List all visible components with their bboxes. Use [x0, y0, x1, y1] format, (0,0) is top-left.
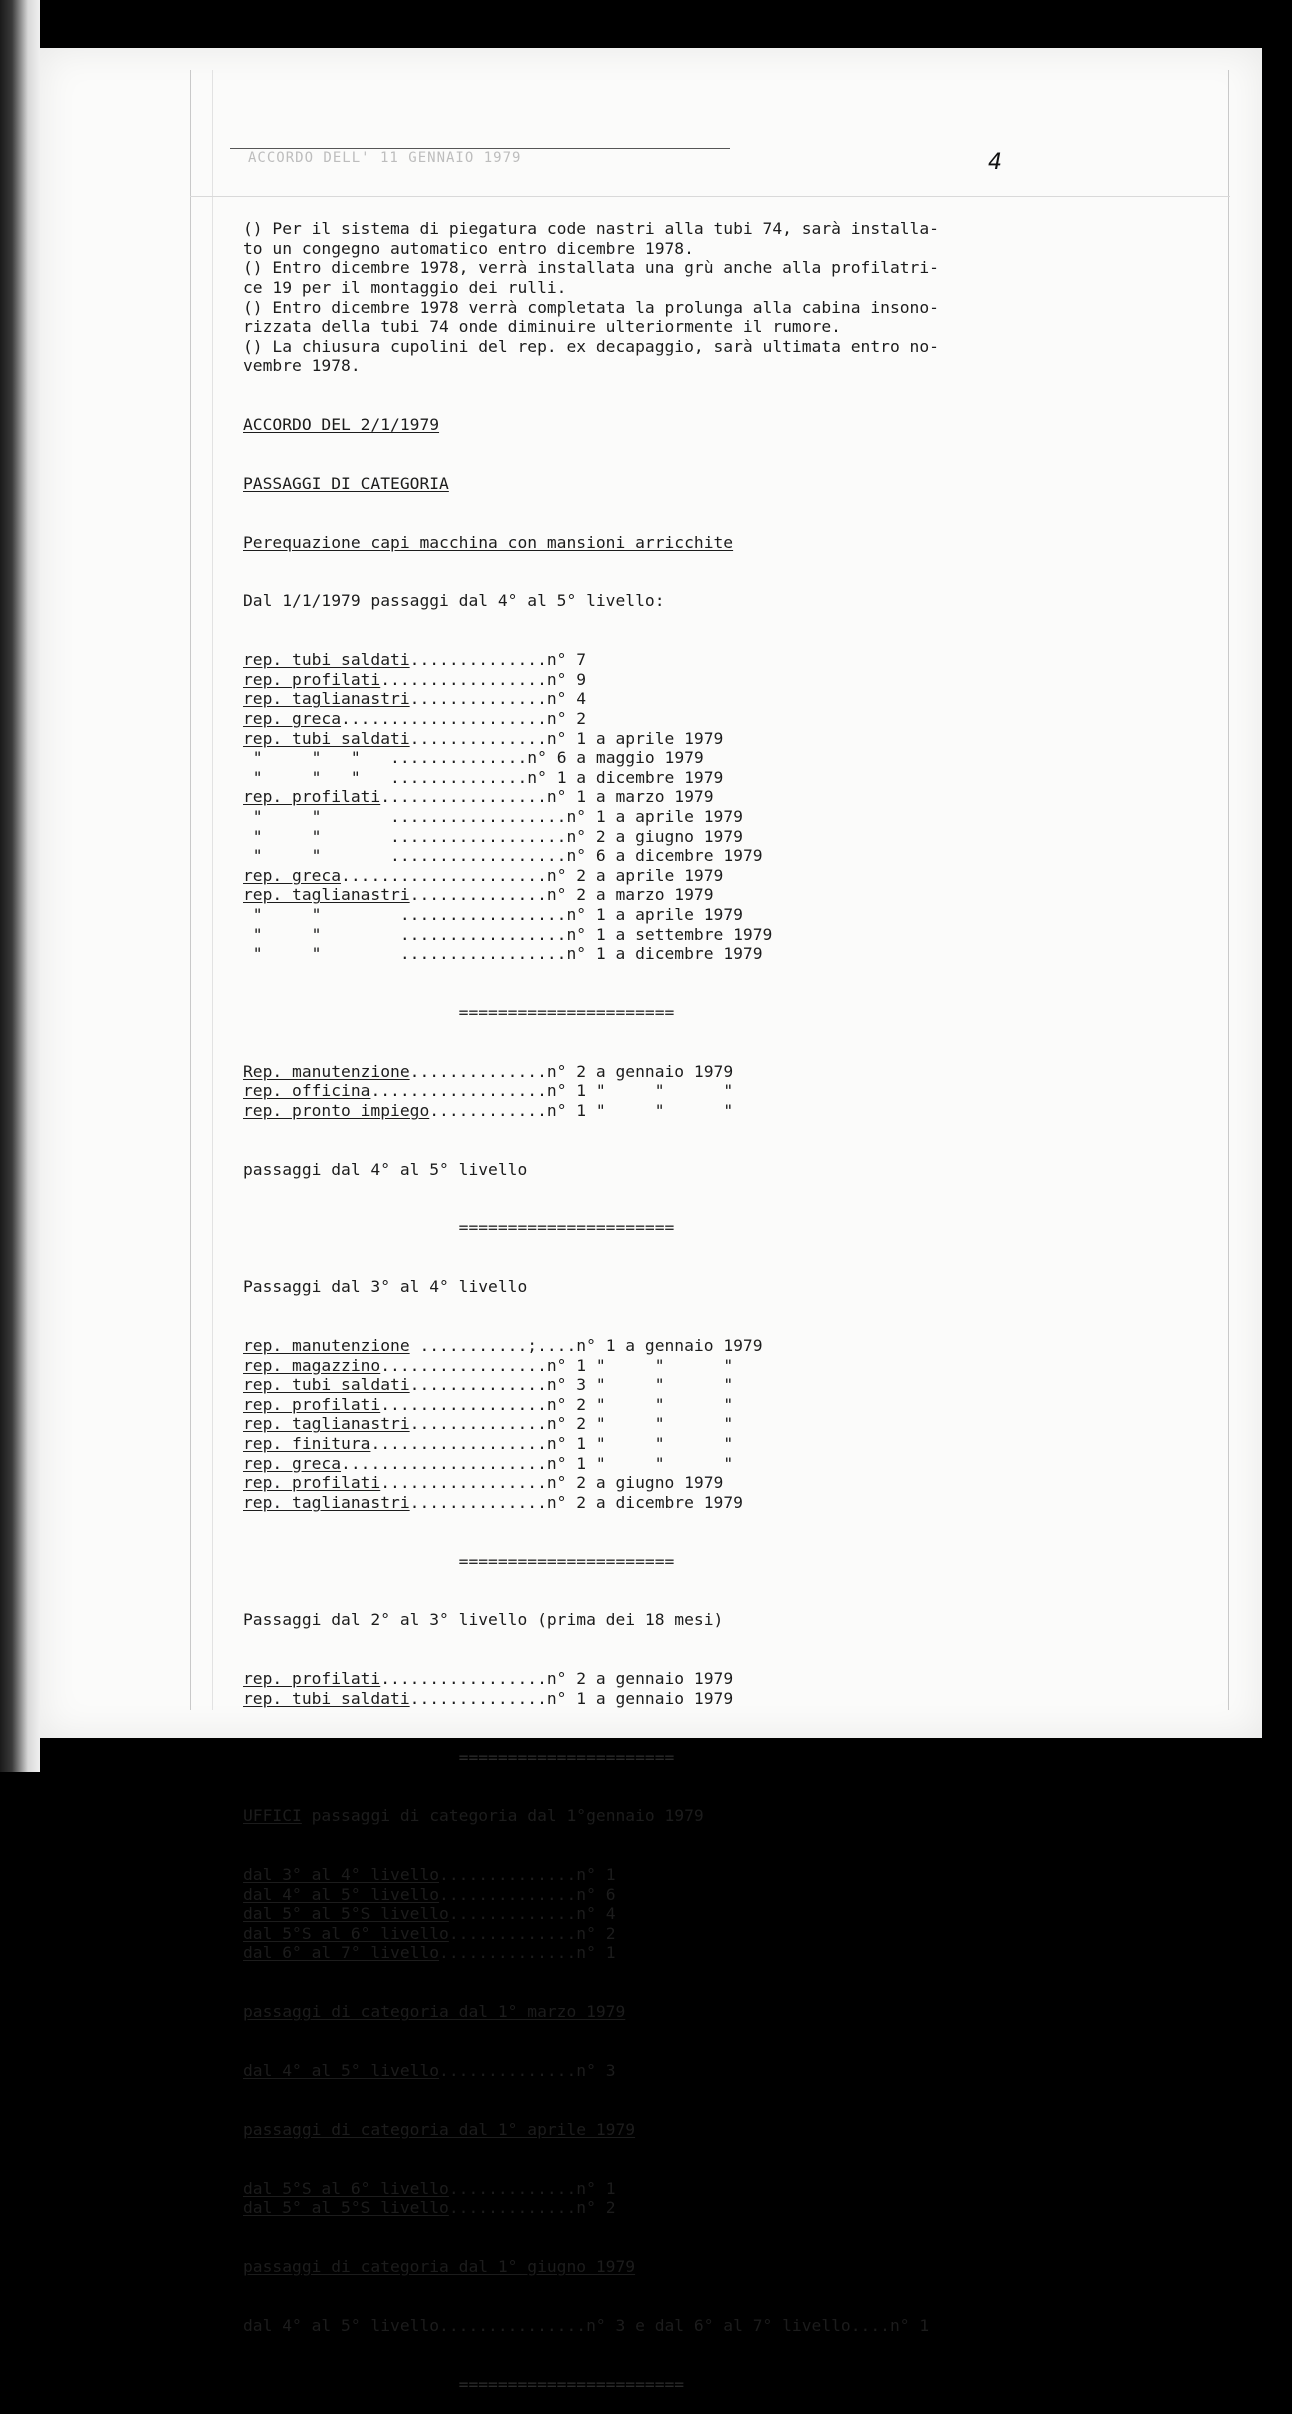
row-label: rep. profilati — [243, 787, 381, 807]
row-label: " " — [243, 807, 391, 826]
row-value: n° 1 " " " — [546, 1453, 734, 1473]
intro-line: to un congegno automatico entro dicembre 1978. — [243, 238, 694, 258]
top-rule — [230, 148, 730, 149]
list-row — [243, 925, 1003, 945]
row-value: n° 6 a dicembre 1979 — [566, 846, 763, 866]
list-row — [243, 2061, 1003, 2081]
row-label: rep. greca — [243, 865, 342, 885]
row-value: n° 2 — [576, 1923, 616, 1943]
row-dots: .................. — [370, 1081, 547, 1101]
list-row — [243, 1395, 1003, 1415]
row-label: rep. profilati — [243, 1394, 381, 1414]
row-label: rep. profilati — [243, 669, 381, 689]
row-value: n° 2 a giugno 1979 — [566, 826, 743, 846]
row-label: rep. taglianastri — [243, 1414, 410, 1434]
list-uffici-gennaio — [243, 1865, 1003, 1963]
intro-line: () Per il sistema di piegatura code nastri alla tubi 74, sarà installa- — [243, 219, 939, 239]
row-value: n° 1 a dicembre 1979 — [566, 944, 763, 964]
row-label: dal 5° al 5°S livello — [243, 2198, 449, 2218]
list-2-3-livello — [243, 1669, 1003, 1708]
row-label: rep. profilati — [243, 1669, 381, 1689]
row-dots: ............ — [429, 1100, 547, 1120]
row-dots: .............. — [439, 1884, 577, 1904]
row-value: n° 2 a giugno 1979 — [546, 1473, 724, 1493]
row-value: n° 2 a marzo 1979 — [546, 885, 714, 905]
separator: ======================= — [243, 2374, 685, 2394]
row-value: n° 1 a dicembre 1979 — [527, 767, 724, 787]
row-value: n° 6 a maggio 1979 — [527, 748, 704, 768]
row-dots: .............. — [390, 767, 528, 787]
row-dots: .............. — [409, 689, 547, 709]
row-label: rep. tubi saldati — [243, 1688, 410, 1708]
list-row — [243, 1669, 1003, 1689]
row-label: " " — [243, 826, 391, 846]
separator: ====================== — [243, 1002, 675, 1022]
list-row — [243, 1356, 1003, 1376]
row-value: n° 3 " " " — [546, 1375, 734, 1395]
row-value: n° 1 a settembre 1979 — [566, 924, 773, 944]
intro-line: ce 19 per il montaggio dei rulli. — [243, 277, 567, 297]
row-dots: ................. — [380, 669, 547, 689]
row-label: rep. taglianastri — [243, 885, 410, 905]
row-value: n° 2 " " " — [546, 1394, 734, 1414]
row-label: rep. officina — [243, 1081, 371, 1101]
row-label: rep. taglianastri — [243, 1492, 410, 1512]
row-value: n° 4 — [576, 1904, 616, 1924]
row-label: " " — [243, 924, 400, 944]
list-row — [243, 748, 1003, 768]
row-label: rep. tubi saldati — [243, 728, 410, 748]
intro-line: vembre 1978. — [243, 356, 361, 376]
list-row — [243, 709, 1003, 729]
row-dots: .............. — [439, 1943, 577, 1963]
list-row — [243, 768, 1003, 788]
row-label: rep. greca — [243, 709, 342, 729]
row-value: n° 7 — [546, 650, 587, 670]
manutenzione-footer: passaggi dal 4° al 5° livello — [243, 1159, 528, 1179]
row-value: n° 2 a dicembre 1979 — [546, 1492, 743, 1512]
row-value: n° 3 — [576, 2061, 616, 2080]
row-label: dal 4° al 5° livello — [243, 1884, 440, 1904]
heading-uffici — [243, 1806, 1003, 1826]
row-dots: ............. — [448, 1923, 577, 1943]
row-dots: ............. — [448, 1904, 577, 1924]
row-label: " " " — [243, 748, 391, 768]
row-label: rep. manutenzione — [243, 1336, 410, 1356]
row-value: n° 2 a aprile 1979 — [546, 865, 724, 885]
row-label: dal 5° al 5°S livello — [243, 1904, 449, 1924]
list-row — [243, 1336, 1003, 1356]
row-value: n° 6 — [576, 1884, 616, 1904]
row-value: n° 1 a gennaio 1979 — [576, 1336, 763, 1356]
row-label: " " — [243, 904, 400, 924]
row-dots: ..................... — [341, 709, 547, 729]
heading-accordo: ACCORDO DEL 2/1/1979 — [243, 415, 440, 435]
row-dots: ................. — [380, 1473, 547, 1493]
row-label: rep. pronto impiego — [243, 1100, 430, 1120]
row-dots: ................. — [380, 1394, 547, 1414]
heading-dal-1-1-1979: Dal 1/1/1979 passaggi dal 4° al 5° livello: — [243, 591, 665, 611]
row-dots: .................. — [390, 807, 567, 826]
row-label: rep. greca — [243, 1453, 342, 1473]
row-dots: .............. — [409, 885, 547, 905]
heading-3-4-livello: Passaggi dal 3° al 4° livello — [243, 1277, 528, 1297]
heading-uffici-marzo: passaggi di categoria dal 1° marzo 1979 — [243, 2002, 626, 2022]
row-value: n° 9 — [546, 669, 587, 689]
list-row — [243, 1081, 1003, 1101]
row-value: n° 1 a aprile 1979 — [566, 904, 743, 924]
list-row — [243, 1434, 1003, 1454]
list-manutenzione — [243, 1062, 1003, 1121]
row-label: rep. tubi saldati — [243, 650, 410, 670]
row-value: n° 1 — [576, 1865, 616, 1885]
row-value: n° 1 " " " — [546, 1081, 734, 1101]
row-dots: .............. — [409, 1061, 547, 1081]
row-dots: .............. — [409, 728, 547, 748]
row-value: n° 1 a aprile 1979 — [546, 728, 724, 748]
row-value: n° 1 " " " — [546, 1355, 734, 1375]
row-value: n° 1 — [576, 1943, 616, 1963]
list-row — [243, 827, 1003, 847]
heading-uffici-giugno: passaggi di categoria dal 1° giugno 1979 — [243, 2256, 636, 2276]
list-row — [243, 1493, 1003, 1513]
row-dots: .................. — [390, 826, 567, 846]
uffici-label: UFFICI — [243, 1806, 302, 1826]
row-label: rep. taglianastri — [243, 689, 410, 709]
row-dots: .............. — [409, 1375, 547, 1395]
list-row — [243, 1375, 1003, 1395]
row-dots: .............. — [409, 1688, 547, 1708]
row-dots: ................. — [399, 904, 567, 924]
intro-line: rizzata della tubi 74 onde diminuire ulteriormente il rumore. — [243, 317, 841, 337]
document-body — [243, 180, 1003, 2414]
row-label: rep. magazzino — [243, 1355, 381, 1375]
list-row — [243, 1473, 1003, 1493]
row-label: rep. tubi saldati — [243, 1375, 410, 1395]
row-dots: .............. — [409, 1492, 547, 1512]
list-row — [243, 1943, 1003, 1963]
row-dots: ...........;.... — [409, 1336, 577, 1356]
uffici-giugno-line: dal 4° al 5° livello...............n° 3 e dal 6° al 7° livello....n° 1 — [243, 2315, 930, 2335]
row-value: n° 2 a gennaio 1979 — [546, 1061, 734, 1081]
row-label: " " " — [243, 767, 391, 787]
row-dots: .............. — [439, 2061, 577, 2080]
row-dots: ............. — [448, 2178, 577, 2198]
ghost-header: ACCORDO DELL' 11 GENNAIO 1979 — [248, 150, 522, 166]
row-value: n° 2 — [546, 709, 587, 729]
intro-paragraphs — [243, 219, 1003, 376]
uffici-heading-rest: passaggi di categoria dal 1°gennaio 1979 — [301, 1806, 704, 1826]
row-label: rep. profilati — [243, 1473, 381, 1493]
list-row — [243, 1885, 1003, 1905]
list-row — [243, 1414, 1003, 1434]
list-row — [243, 2198, 1003, 2218]
row-value: n° 1 a marzo 1979 — [546, 787, 714, 807]
list-row — [243, 689, 1003, 709]
list-row — [243, 944, 1003, 964]
row-label: dal 5°S al 6° livello — [243, 1923, 449, 1943]
row-label: dal 5°S al 6° livello — [243, 2178, 449, 2198]
heading-perequazione: Perequazione capi macchina con mansioni arricchite — [243, 532, 734, 552]
list-row — [243, 1865, 1003, 1885]
row-value: n° 1 " " " — [546, 1100, 734, 1120]
list-row — [243, 905, 1003, 925]
heading-2-3-livello: Passaggi dal 2° al 3° livello (prima dei 18 mesi) — [243, 1610, 724, 1630]
list-row — [243, 807, 1003, 827]
list-row — [243, 1904, 1003, 1924]
separator: ====================== — [243, 1747, 675, 1767]
row-dots: .............. — [390, 748, 528, 768]
intro-line: () Entro dicembre 1978 verrà completata la prolunga alla cabina insono- — [243, 297, 939, 317]
list-uffici-marzo — [243, 2061, 1003, 2081]
row-label: rep. finitura — [243, 1434, 371, 1453]
scan-edge — [0, 0, 40, 1772]
list-row — [243, 1454, 1003, 1474]
list-3-4-livello — [243, 1336, 1003, 1512]
list-row — [243, 846, 1003, 866]
list-uffici-aprile — [243, 2179, 1003, 2218]
list-row — [243, 650, 1003, 670]
list-row — [243, 787, 1003, 807]
row-value: n° 4 — [546, 689, 587, 709]
row-label: " " — [243, 846, 391, 866]
row-label: dal 4° al 5° livello — [243, 2061, 440, 2080]
row-value: n° 1 " " " — [546, 1434, 734, 1453]
margin-line-left — [190, 70, 191, 1710]
intro-line: () Entro dicembre 1978, verrà installata una grù anche alla profilatri- — [243, 258, 939, 278]
row-value: n° 2 " " " — [546, 1414, 734, 1434]
separator: ====================== — [243, 1551, 675, 1571]
row-dots: .............. — [439, 1865, 577, 1885]
row-value: n° 2 — [576, 2198, 616, 2218]
row-dots: ..................... — [341, 1453, 547, 1473]
list-row — [243, 670, 1003, 690]
list-row — [243, 885, 1003, 905]
row-label: " " — [243, 944, 400, 964]
row-label: dal 3° al 4° livello — [243, 1865, 440, 1885]
row-dots: ................. — [380, 787, 547, 807]
list-row — [243, 1924, 1003, 1944]
row-value: n° 1 a aprile 1979 — [566, 807, 743, 826]
row-dots: ................. — [380, 1355, 547, 1375]
row-dots: .................. — [390, 846, 567, 866]
list-row — [243, 866, 1003, 886]
separator: ====================== — [243, 1218, 675, 1238]
margin-line-right — [1228, 70, 1229, 1710]
row-dots: .............. — [409, 1414, 547, 1434]
row-dots: ................. — [399, 944, 567, 964]
row-dots: ................. — [380, 1669, 547, 1689]
row-value: n° 1 a gennaio 1979 — [546, 1688, 734, 1708]
row-value: n° 1 — [576, 2178, 616, 2198]
heading-passaggi: PASSAGGI DI CATEGORIA — [243, 473, 449, 493]
list-capi-macchina — [243, 650, 1003, 964]
list-row — [243, 1101, 1003, 1121]
row-dots: ................. — [399, 924, 567, 944]
row-dots: .................. — [370, 1434, 547, 1453]
list-row — [243, 1062, 1003, 1082]
list-row — [243, 2179, 1003, 2199]
row-label: Rep. manutenzione — [243, 1061, 410, 1081]
page-number: 4 — [988, 150, 1002, 175]
heading-uffici-aprile: passaggi di categoria dal 1° aprile 1979 — [243, 2119, 636, 2139]
row-dots: ............. — [448, 2198, 577, 2218]
row-value: n° 2 a gennaio 1979 — [546, 1669, 734, 1689]
row-dots: ..................... — [341, 865, 547, 885]
margin-line-inner — [212, 70, 213, 1710]
row-dots: .............. — [409, 650, 547, 670]
list-row — [243, 729, 1003, 749]
intro-line: () La chiusura cupolini del rep. ex decapaggio, sarà ultimata entro no- — [243, 336, 939, 356]
row-label: dal 6° al 7° livello — [243, 1943, 440, 1963]
list-row — [243, 1689, 1003, 1709]
